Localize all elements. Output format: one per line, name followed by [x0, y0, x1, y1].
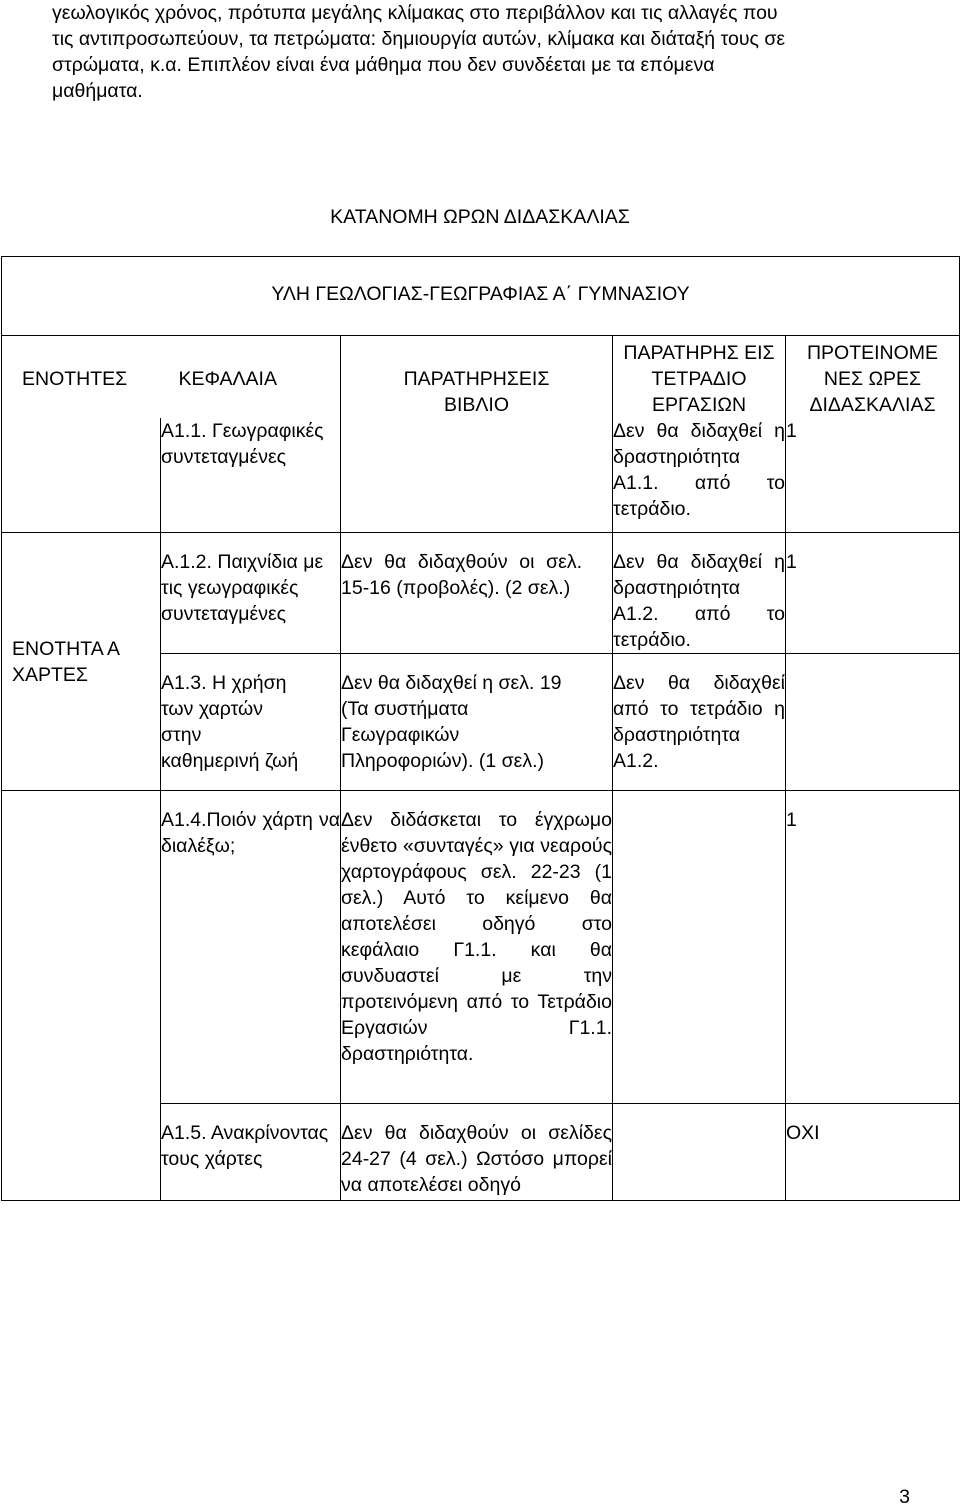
book-text: Δεν θα διδαχθούν οι σελ. 15-16 (προβολές). (2 σελ.) — [341, 551, 582, 599]
chapter-cell — [161, 533, 341, 654]
hours-cell — [786, 533, 960, 654]
header-row — [2, 336, 960, 419]
workbook-cell — [613, 418, 786, 533]
chapter-cell — [161, 418, 341, 533]
header-units: ΕΝΟΤΗΤΕΣ — [22, 368, 128, 390]
syllabus-table — [1, 256, 960, 1201]
chapter-cell — [161, 654, 341, 791]
hours-text: 1 — [786, 809, 797, 831]
book-cell — [341, 654, 613, 791]
book-cell — [341, 791, 613, 1104]
chapter-cell — [161, 1104, 341, 1201]
hours-cell — [786, 791, 960, 1104]
workbook-cell — [613, 654, 786, 791]
header-units-cell — [2, 336, 161, 533]
unit-cell — [2, 533, 161, 791]
header-workbook-notes: ΠΑΡΑΤΗΡΗΣ ΕΙΣ ΤΕΤΡΑΔΙΟ ΕΡΓΑΣΙΩΝ — [623, 342, 775, 416]
table-row — [2, 791, 960, 1104]
workbook-cell — [613, 791, 786, 1104]
book-text: Δεν θα διδαχθεί η σελ. 19 (Τα συστήματα Γεωγραφικών Πληροφοριών). (1 σελ.) — [341, 672, 562, 772]
header-hours-cell — [786, 336, 960, 419]
header-chapters: ΚΕΦΑΛΑΙΑ — [178, 368, 277, 390]
chapter-text: Α1.3. Η χρήση των χαρτών στην καθημερινή ζωή — [161, 672, 299, 772]
workbook-cell — [613, 533, 786, 654]
header-book-cell — [341, 336, 613, 533]
chapter-text: Α1.4.Ποιόν χάρτη να διαλέξω; — [161, 809, 340, 857]
hours-text: 1 — [786, 420, 797, 442]
intro-line: τις αντιπροσωπεύουν, τα πετρώματα: δημιουργία αυτών, κλίμακα και διάταξή τους σε — [52, 28, 786, 50]
chapter-text: Α.1.2. Παιχνίδια με τις γεωγραφικές συντεταγμένες — [161, 551, 324, 625]
workbook-cell — [613, 1104, 786, 1201]
intro-line: στρώματα, κ.α. Επιπλέον είναι ένα μάθημα που δεν συνδέεται με τα επόμενα — [52, 54, 715, 76]
unit-cell-empty — [2, 1104, 161, 1201]
unit-label: ΕΝΟΤΗΤΑ Α ΧΑΡΤΕΣ — [12, 637, 119, 686]
header-hours: ΠΡΟΤΕΙΝΟΜΕ ΝΕΣ ΩΡΕΣ ΔΙΔΑΣΚΑΛΙΑΣ — [806, 342, 939, 416]
unit-cell-empty — [2, 791, 161, 1104]
book-cell — [341, 533, 613, 654]
hours-text: ΟΧΙ — [786, 1122, 820, 1144]
header-book-notes: ΠΑΡΑΤΗΡΗΣΕΙΣ ΒΙΒΛΙΟ — [403, 368, 550, 416]
hours-cell — [786, 1104, 960, 1201]
chapter-text: Α1.1. Γεωγραφικές συντεταγμένες — [161, 420, 324, 468]
book-cell — [341, 1104, 613, 1201]
book-text: Δεν διδάσκεται το έγχρωμο ένθετο «συνταγές» για νεαρούς χαρτογράφους σελ. 22-23 (1 σελ.) Αυτό το κείμενο θα αποτελέσει οδηγό στο κεφάλαιο Γ1.1. και θα συνδυαστεί με την προτεινόμενη από το Τετράδιο Εργασιών Γ1.1. δραστηριότητα. — [341, 809, 612, 1065]
hours-cell — [786, 654, 960, 791]
header-chapters-cell — [161, 336, 341, 419]
book-text: Δεν θα διδαχθούν οι σελίδες 24-27 (4 σελ.) Ωστόσο μπορεί να αποτελέσει οδηγό — [341, 1122, 612, 1196]
intro-line: μαθήματα. — [52, 80, 143, 102]
table-row — [2, 533, 960, 654]
subject-title-cell — [2, 257, 960, 336]
hours-cell — [786, 418, 960, 533]
subject-row — [2, 257, 960, 336]
intro-line: γεωλογικός χρόνος, πρότυπα μεγάλης κλίμακας στο περιβάλλον και τις αλλαγές που — [52, 2, 778, 24]
hours-text: 1 — [786, 551, 797, 573]
workbook-text: Δεν θα διδαχθεί η δραστηριότητα Α1.2. από το τετράδιο. — [613, 551, 785, 651]
schedule-title: ΚΑΤΑΝΟΜΗ ΩΡΩΝ ΔΙΔΑΣΚΑΛΙΑΣ — [330, 206, 630, 228]
subject-title: ΥΛΗ ΓΕΩΛΟΓΙΑΣ-ΓΕΩΓΡΑΦΙΑΣ Α΄ ΓΥΜΝΑΣΙΟΥ — [271, 283, 690, 305]
chapter-text: Α1.5. Ανακρίνοντας τους χάρτες — [161, 1122, 329, 1170]
page-number: 3 — [899, 1486, 910, 1508]
header-workbook-cell — [613, 336, 786, 419]
table-row — [2, 1104, 960, 1201]
chapter-cell — [161, 791, 341, 1104]
workbook-text: Δεν θα διδαχθεί η δραστηριότητα Α1.1. από το τετράδιο. — [613, 420, 785, 520]
workbook-text: Δεν θα διδαχθεί από το τετράδιο η δραστηριότητα Α1.2. — [613, 672, 785, 772]
intro-paragraph — [52, 0, 914, 104]
